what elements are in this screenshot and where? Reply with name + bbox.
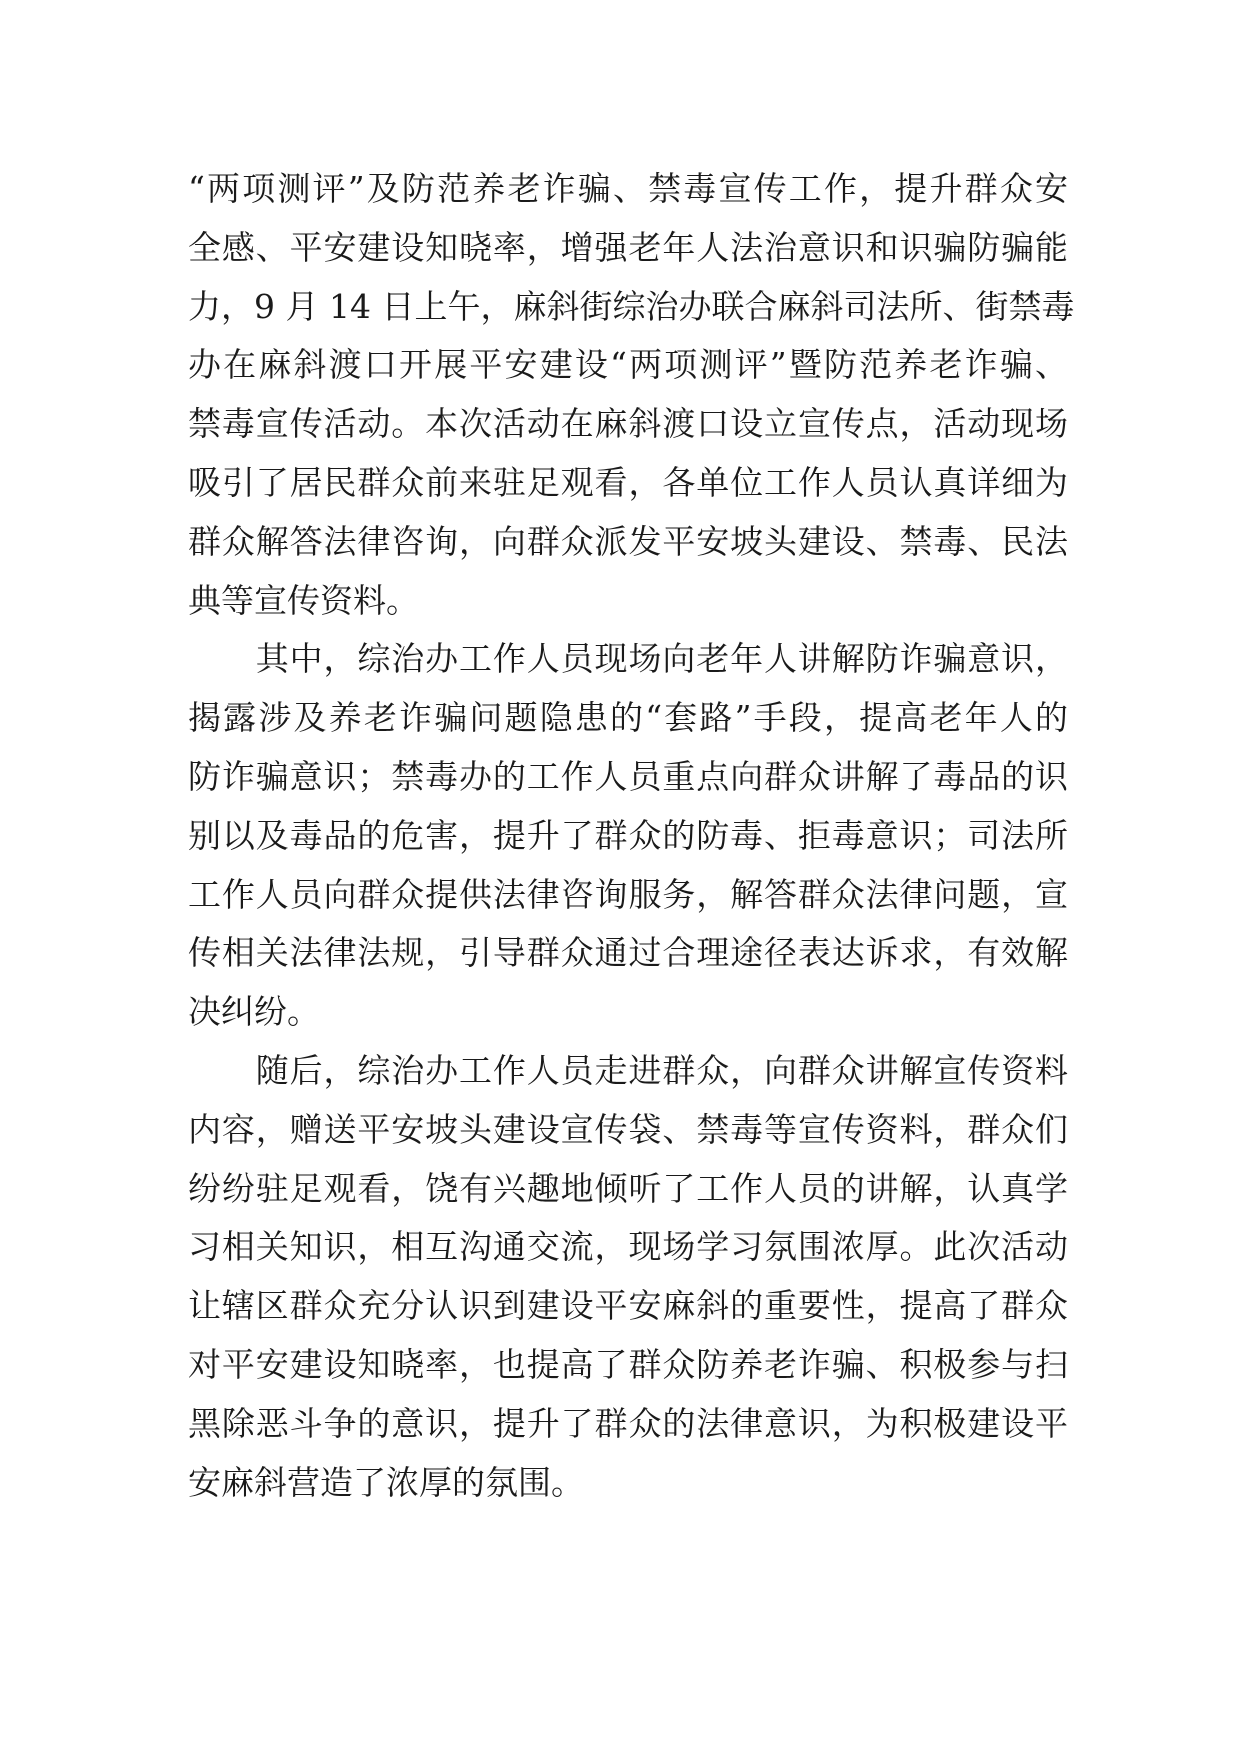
body-text [188, 160, 1075, 1512]
text-line: 随后，综治办工作人员走进群众，向群众讲解宣传资料 [188, 1050, 1068, 1090]
paragraph-3 [188, 1042, 1068, 1512]
text-line: 工作人员向群众提供法律咨询服务，解答群众法律问题，宣 [188, 874, 1068, 914]
text-line: 揭露涉及养老诈骗问题隐患的“套路”手段，提高老年人的 [188, 698, 1068, 738]
text-line: 传相关法律法规，引导群众通过合理途径表达诉求，有效解 [188, 933, 1068, 973]
text-line: 对平安建设知晓率，也提高了群众防养老诈骗、积极参与扫 [188, 1344, 1068, 1384]
paragraph-2 [188, 630, 1068, 1042]
text-line: 习相关知识，相互沟通交流，现场学习氛围浓厚。此次活动 [188, 1227, 1068, 1267]
text-line: 纷纷驻足观看，饶有兴趣地倾听了工作人员的讲解，认真学 [188, 1168, 1068, 1208]
text-line: 其中，综治办工作人员现场向老年人讲解防诈骗意识， [188, 639, 1068, 679]
text-line: 典等宣传资料。 [188, 580, 419, 620]
text-line: 禁毒宣传活动。本次活动在麻斜渡口设立宣传点，活动现场 [188, 404, 1068, 444]
text-line: 让辖区群众充分认识到建设平安麻斜的重要性，提高了群众 [188, 1286, 1068, 1326]
text-line: 力，9 月 14 日上午，麻斜街综治办联合麻斜司法所、街禁毒 [188, 286, 1075, 326]
text-line: 内容，赠送平安坡头建设宣传袋、禁毒等宣传资料，群众们 [188, 1109, 1068, 1149]
text-line: “两项测评”及防范养老诈骗、禁毒宣传工作，提升群众安 [188, 169, 1068, 208]
text-line: 黑除恶斗争的意识，提升了群众的法律意识，为积极建设平 [188, 1403, 1068, 1443]
text-line: 别以及毒品的危害，提升了群众的防毒、拒毒意识；司法所 [188, 815, 1068, 855]
paragraph-1 [188, 160, 1075, 630]
text-line: 吸引了居民群众前来驻足观看，各单位工作人员认真详细为 [188, 462, 1068, 502]
text-line: 防诈骗意识；禁毒办的工作人员重点向群众讲解了毒品的识 [188, 756, 1068, 796]
text-line: 安麻斜营造了浓厚的氛围。 [188, 1462, 584, 1502]
text-line: 决纠纷。 [188, 992, 320, 1032]
text-line: 办在麻斜渡口开展平安建设“两项测评”暨防范养老诈骗、 [188, 345, 1068, 385]
text-line: 群众解答法律咨询，向群众派发平安坡头建设、禁毒、民法 [188, 521, 1068, 561]
text-line: 全感、平安建设知晓率，增强老年人法治意识和识骗防骗能 [188, 227, 1068, 267]
